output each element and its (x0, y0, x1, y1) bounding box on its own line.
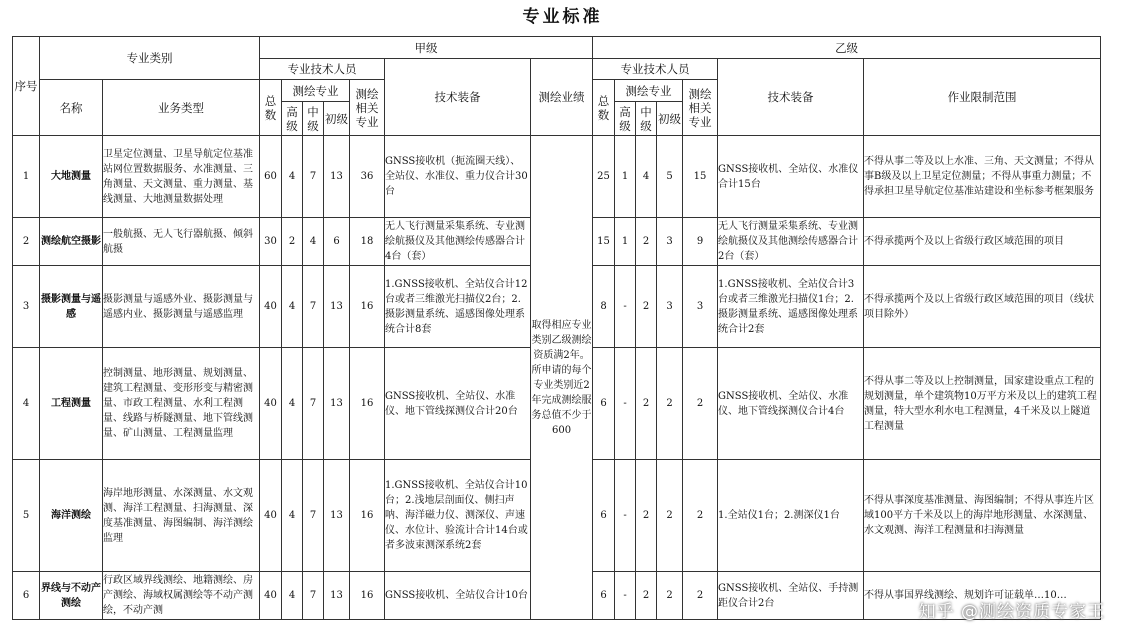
a-related: 16 (350, 460, 385, 572)
b-junior: 2 (657, 460, 683, 572)
category-header: 专业类别 (40, 37, 260, 80)
a-total: 40 (260, 572, 282, 620)
b-related: 9 (683, 218, 718, 266)
category-name: 测绘航空摄影 (40, 218, 103, 266)
business-type-header: 业务类型 (103, 80, 260, 136)
category-name: 大地测量 (40, 136, 103, 218)
b-equipment-header: 技术装备 (718, 59, 864, 136)
a-related: 16 (350, 266, 385, 348)
a-junior: 13 (324, 460, 350, 572)
b-equipment: 1.全站仪1台；2.测深仪1台 (718, 460, 864, 572)
grade-a-header: 甲级 (260, 37, 593, 59)
b-middle-header: 中级 (636, 102, 657, 136)
b-related: 15 (683, 136, 718, 218)
b-junior: 2 (657, 348, 683, 460)
a-related-header: 测绘相关专业 (350, 80, 385, 136)
a-senior: 4 (282, 572, 303, 620)
b-total: 25 (593, 136, 615, 218)
business-type: 一般航摄、无人飞行器航摄、倾斜航摄 (103, 218, 260, 266)
row-number: 1 (13, 136, 40, 218)
a-middle: 7 (303, 572, 324, 620)
a-performance-header: 测绘业绩 (531, 59, 593, 136)
table-row (13, 136, 1101, 218)
b-equipment: GNSS接收机、全站仪、手持测距仪合计2台 (718, 572, 864, 620)
a-middle: 4 (303, 218, 324, 266)
a-total-header: 总数 (260, 80, 282, 136)
b-total-header: 总数 (593, 80, 615, 136)
b-junior: 2 (657, 572, 683, 620)
a-staff-header: 专业技术人员 (260, 59, 385, 80)
b-junior: 3 (657, 218, 683, 266)
row-number: 6 (13, 572, 40, 620)
b-total: 15 (593, 218, 615, 266)
b-scope: 不得从事二等及以上控制测量，国家建设重点工程的规划测量，单个建筑物10万平方米及以上的建筑工程测量，特大型水利水电工程测量，4千米及以上隧道工程测量 (864, 348, 1101, 460)
b-staff-header: 专业技术人员 (593, 59, 718, 80)
a-junior: 13 (324, 136, 350, 218)
category-name: 工程测量 (40, 348, 103, 460)
category-name: 海洋测绘 (40, 460, 103, 572)
page-title: 专业标准 (522, 7, 603, 27)
b-middle: 2 (636, 348, 657, 460)
a-junior-header: 初级 (324, 102, 350, 136)
b-middle: 2 (636, 266, 657, 348)
a-related: 36 (350, 136, 385, 218)
category-name: 界线与不动产测绘 (40, 572, 103, 620)
b-scope: 不得从事国界线测绘、规划许可证载单…10… (864, 572, 1101, 620)
a-senior: 4 (282, 348, 303, 460)
a-equipment: 1.GNSS接收机、全站仪合计12台或者三维激光扫描仪2台；2.摄影测量系统、遥感图像处理系统合计8套 (385, 266, 531, 348)
b-senior: - (615, 348, 636, 460)
b-senior: - (615, 572, 636, 620)
a-equipment: 无人飞行测量采集系统、专业测绘航摄仪及其他测绘传感器合计4台（套） (385, 218, 531, 266)
a-equipment: 1.GNSS接收机、全站仪合计10台；2.浅地层剖面仪、侧扫声呐、海洋磁力仪、测深仪、声速仪、水位计、验流计合计14台或者多波束测深系统2套 (385, 460, 531, 572)
business-type: 控制测量、地形测量、规划测量、建筑工程测量、变形形变与精密测量、市政工程测量、水利工程测量、线路与桥隧测量、地下管线测量、矿山测量、工程测量监理 (103, 348, 260, 460)
category-name: 摄影测量与遥感 (40, 266, 103, 348)
a-middle: 7 (303, 348, 324, 460)
a-total: 40 (260, 266, 282, 348)
a-senior: 2 (282, 218, 303, 266)
business-type: 行政区域界线测绘、地籍测绘、房产测绘、海域权属测绘等不动产测绘，不动产测 (103, 572, 260, 620)
b-related-header: 测绘相关专业 (683, 80, 718, 136)
business-type: 海岸地形测量、水深测量、水文观测、海洋工程测量、扫海测量、深度基准测量、海图编制、海洋测绘监理 (103, 460, 260, 572)
b-survey-major-header: 测绘专业 (615, 80, 683, 102)
a-total: 30 (260, 218, 282, 266)
a-middle: 7 (303, 266, 324, 348)
a-equipment: GNSS接收机、全站仪、水准仪、地下管线探测仪合计20台 (385, 348, 531, 460)
a-senior: 4 (282, 460, 303, 572)
a-related: 16 (350, 348, 385, 460)
b-middle: 2 (636, 218, 657, 266)
a-performance: 取得相应专业类别乙级测绘资质满2年。所申请的每个专业类别近2年完成测绘服务总值不少于600 (531, 136, 593, 620)
b-equipment: 无人飞行测量采集系统、专业测绘航摄仪及其他测绘传感器合计2台（套） (718, 218, 864, 266)
watermark: 知乎 @测绘资质专家王 (918, 602, 1105, 622)
b-scope: 不得承揽两个及以上省级行政区域范围的项目（线状项目除外） (864, 266, 1101, 348)
grade-b-header: 乙级 (593, 37, 1101, 59)
b-scope: 不得从事深度基准测量、海图编制；不得从事连片区域100平方千米及以上的海岸地形测量、水深测量、水文观测、海洋工程测量和扫海测量 (864, 460, 1101, 572)
a-senior: 4 (282, 136, 303, 218)
seq-header: 序号 (13, 37, 40, 136)
row-number: 5 (13, 460, 40, 572)
b-equipment: 1.GNSS接收机、全站仪合计3台或者三维激光扫描仪1台；2.摄影测量系统、遥感图像处理系统合计2套 (718, 266, 864, 348)
b-senior: - (615, 460, 636, 572)
b-total: 8 (593, 266, 615, 348)
a-middle-header: 中级 (303, 102, 324, 136)
b-middle: 4 (636, 136, 657, 218)
b-junior: 5 (657, 136, 683, 218)
a-total: 40 (260, 348, 282, 460)
a-junior: 13 (324, 572, 350, 620)
b-senior: 1 (615, 136, 636, 218)
standards-table (12, 36, 1101, 620)
b-total: 6 (593, 572, 615, 620)
row-number: 3 (13, 266, 40, 348)
a-senior: 4 (282, 266, 303, 348)
business-type: 摄影测量与遥感外业、摄影测量与遥感内业、摄影测量与遥感监理 (103, 266, 260, 348)
b-equipment: GNSS接收机、全站仪、水准仪、地下管线探测仪合计4台 (718, 348, 864, 460)
name-header: 名称 (40, 80, 103, 136)
b-middle: 2 (636, 572, 657, 620)
row-number: 4 (13, 348, 40, 460)
b-scope: 不得承揽两个及以上省级行政区域范围的项目 (864, 218, 1101, 266)
business-type: 卫星定位测量、卫星导航定位基准站网位置数据服务、水准测量、三角测量、天文测量、重力测量、基线测量、大地测量数据处理 (103, 136, 260, 218)
b-junior: 3 (657, 266, 683, 348)
table-body (13, 136, 1101, 620)
b-total: 6 (593, 460, 615, 572)
row-number: 2 (13, 218, 40, 266)
b-senior: - (615, 266, 636, 348)
a-equipment: GNSS接收机（扼流圈天线）、全站仪、水准仪、重力仪合计30台 (385, 136, 531, 218)
a-junior: 13 (324, 348, 350, 460)
a-junior: 6 (324, 218, 350, 266)
b-related: 2 (683, 460, 718, 572)
b-senior-header: 高级 (615, 102, 636, 136)
a-related: 18 (350, 218, 385, 266)
b-scope-header: 作业限制范围 (864, 59, 1101, 136)
b-senior: 1 (615, 218, 636, 266)
a-senior-header: 高级 (282, 102, 303, 136)
b-junior-header: 初级 (657, 102, 683, 136)
b-scope: 不得从事二等及以上水准、三角、天文测量；不得从事B级及以上卫星定位测量；不得从事重力测量；不得承担卫星导航定位基准站建设和坐标参考框架服务 (864, 136, 1101, 218)
b-related: 2 (683, 572, 718, 620)
a-related: 16 (350, 572, 385, 620)
a-total: 60 (260, 136, 282, 218)
b-middle: 2 (636, 460, 657, 572)
a-middle: 7 (303, 136, 324, 218)
a-survey-major-header: 测绘专业 (282, 80, 350, 102)
a-junior: 13 (324, 266, 350, 348)
b-related: 2 (683, 348, 718, 460)
a-middle: 7 (303, 460, 324, 572)
a-equipment: GNSS接收机、全站仪合计10台 (385, 572, 531, 620)
a-total: 40 (260, 460, 282, 572)
b-equipment: GNSS接收机、全站仪、水准仪合计15台 (718, 136, 864, 218)
b-total: 6 (593, 348, 615, 460)
b-related: 3 (683, 266, 718, 348)
a-equipment-header: 技术装备 (385, 59, 531, 136)
